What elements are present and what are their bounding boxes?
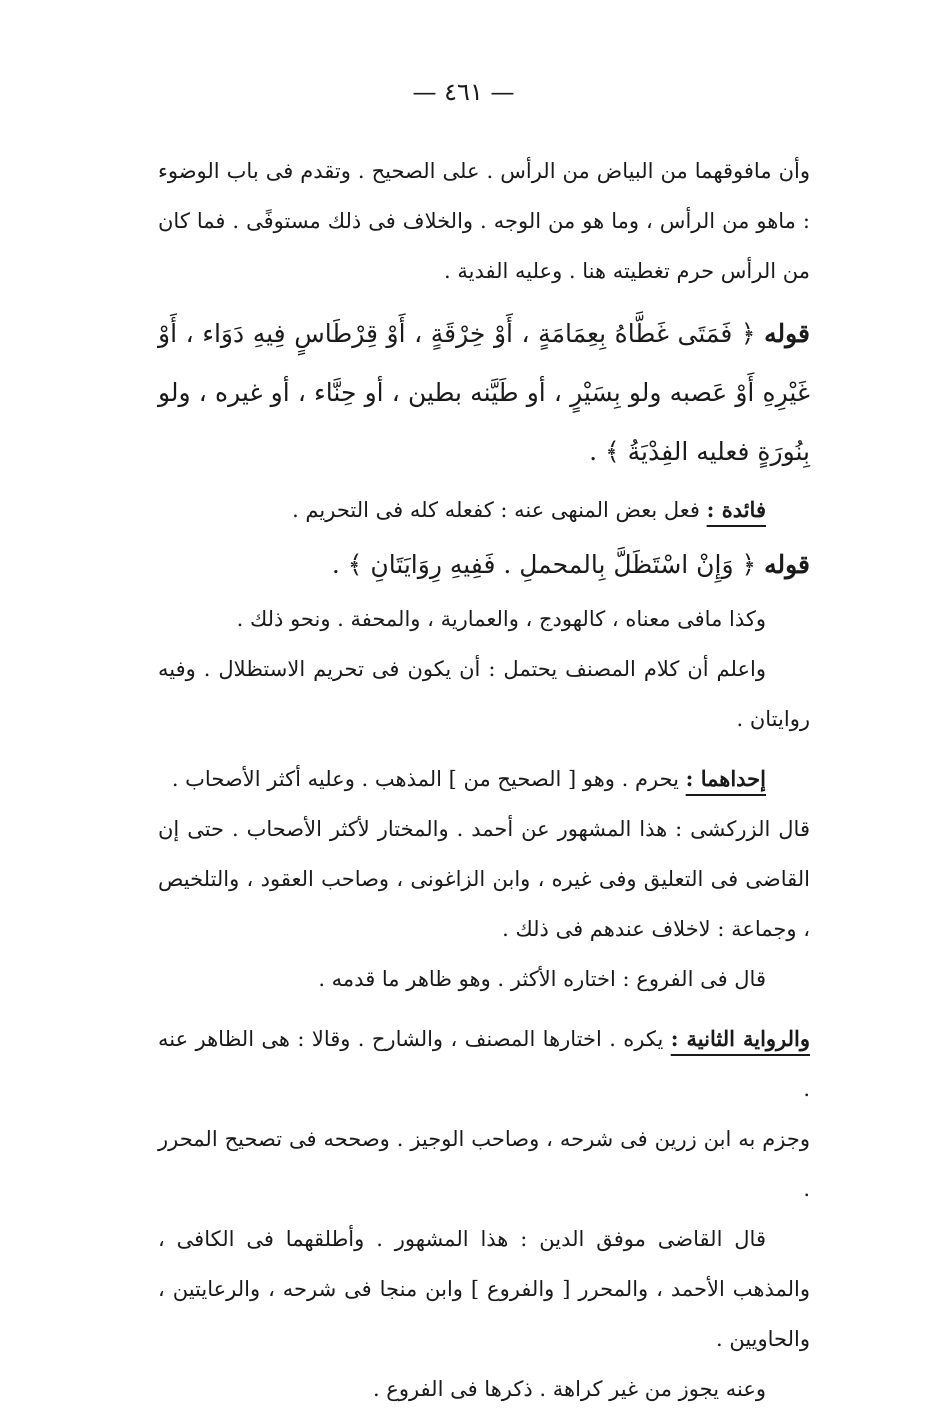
thaniya-heading: والرواية الثانية : <box>670 1026 811 1051</box>
paragraph-8: وعنه يجوز من غير كراهة . ذكرها فى الفروع . <box>372 1377 766 1401</box>
ihdahuma-text: يحرم . وهو [ الصحيح من ] المذهب . وعليه أكثر الأصحاب . <box>171 767 679 791</box>
qawluhu-label-2: قوله <box>764 550 810 579</box>
matn-text-2: ﴿ وَإِنْ اسْتَظَلَّ بِالمحملِ . فَفِيهِ رِوَايَتَانِ ﴾ . <box>331 550 757 579</box>
thaniya-paragraph <box>158 1014 810 1114</box>
page-number: — ٤٦١ — <box>412 78 515 106</box>
faida-heading: فائدة : <box>706 497 766 522</box>
paragraph-6: وجزم به ابن زرين فى شرحه ، وصاحب الوجيز . وصححه فى تصحيح المحرر . <box>158 1127 810 1201</box>
matn-quote-2 <box>158 535 810 594</box>
paragraph-4: قال الزركشى : هذا المشهور عن أحمد . والمختار لأكثر الأصحاب . حتى إن القاضى فى التعليق وفى غيره ، وابن الزاغونى ، وصاحب العقود ، والتلخيص ، وجماعة : لاخلاف عندهم فى ذلك . <box>158 817 810 941</box>
faida-text: فعل بعض المنهى عنه : كفعله كله فى التحريم . <box>292 498 700 522</box>
ihdahuma-heading: إحداهما : <box>685 766 766 791</box>
paragraph-2: وكذا مافى معناه ، كالهودج ، والعمارية ، والمحفة . ونحو ذلك . <box>236 607 766 631</box>
qawluhu-label-1: قوله <box>764 319 810 348</box>
paragraph-7: قال القاضى موفق الدين : هذا المشهور . وأطلقهما فى الكافى ، والمذهب الأحمد ، والمحرر [ والفروع ] وابن منجا فى شرحه ، والرعايتين ، والحاويين . <box>158 1227 810 1351</box>
matn-quote-1 <box>158 304 810 481</box>
faida-paragraph <box>158 485 810 535</box>
page-body <box>158 146 810 1414</box>
paragraph-3: واعلم أن كلام المصنف يحتمل : أن يكون فى تحريم الاستظلال . وفيه روايتان . <box>158 657 810 731</box>
ihdahuma-paragraph <box>158 754 810 804</box>
paragraph-1: وأن مافوقهما من البياض من الرأس . على الصحيح . وتقدم فى باب الوضوء : ماهو من الرأس ، وما هو من الوجه . والخلاف فى ذلك مستوفًى . فما كان من الرأس حرم تغطيته هنا . وعليه الفدية . <box>158 159 810 283</box>
thaniya-text: يكره . اختارها المصنف ، والشارح . وقالا : هى الظاهر عنه . <box>158 1027 810 1101</box>
matn-text-1: ﴿ فَمَتَى غَطَّاهُ بِعِمَامَةٍ ، أَوْ خِرْقَةٍ ، أَوْ قِرْطَاسٍ فِيهِ دَوَاء ، أَوْ غَيْرِهِ أَوْ عَصبه ولو بِسَيْرٍ ، أو طَيَّنه بطين ، أو حِنَّاء ، أو غيره ، ولو بِنُورَةٍ فعليه الفِدْيَةُ ﴾ . <box>158 319 810 466</box>
paragraph-5: قال فى الفروع : اختاره الأكثر . وهو ظاهر ما قدمه . <box>318 967 766 991</box>
